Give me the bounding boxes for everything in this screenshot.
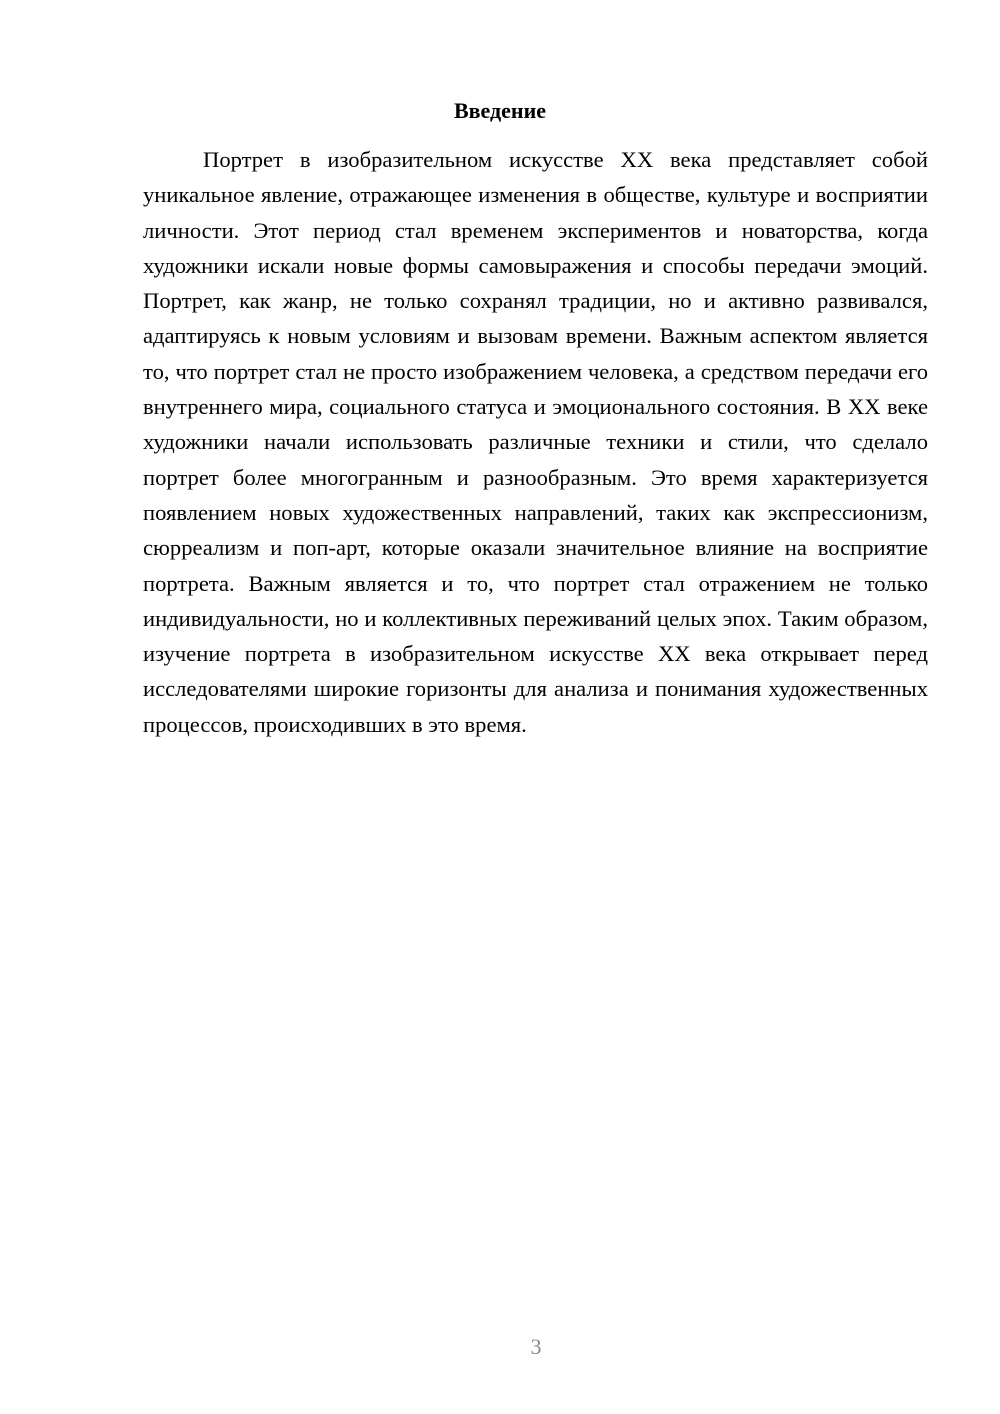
page-number: 3	[530, 1334, 542, 1359]
section-title: Введение	[453, 98, 547, 123]
intro-paragraph: Портрет в изобразительном искусстве XX века представляет собой уникальное явление, отражающее изменения в обществе, культуре и восприятии личности. Этот период стал временем экспериментов и новаторства, когда художники искали новые формы самовыражения и способы передачи эмоций. Портрет, как жанр, не только сохранял традиции, но и активно развивался, адаптируясь к новым условиям и вызовам времени. Важным аспектом является то, что портрет стал не просто изображением человека, а средством передачи его внутреннего мира, социального статуса и эмоционального состояния. В XX веке художники начали использовать различные техники и стили, что сделало портрет более многогранным и разнообразным. Это время характеризуется появлением новых художественных направлений, таких как экспрессионизм, сюрреализм и поп-арт, которые оказали значительное влияние на восприятие портрета. Важным является и то, что портрет стал отражением не только индивидуальности, но и коллективных переживаний целых эпох. Таким образом, изучение портрета в изобразительном искусстве XX века открывает перед исследователями широкие горизонты для анализа и понимания художественных процессов, происходивших в это время.	[143, 147, 928, 737]
